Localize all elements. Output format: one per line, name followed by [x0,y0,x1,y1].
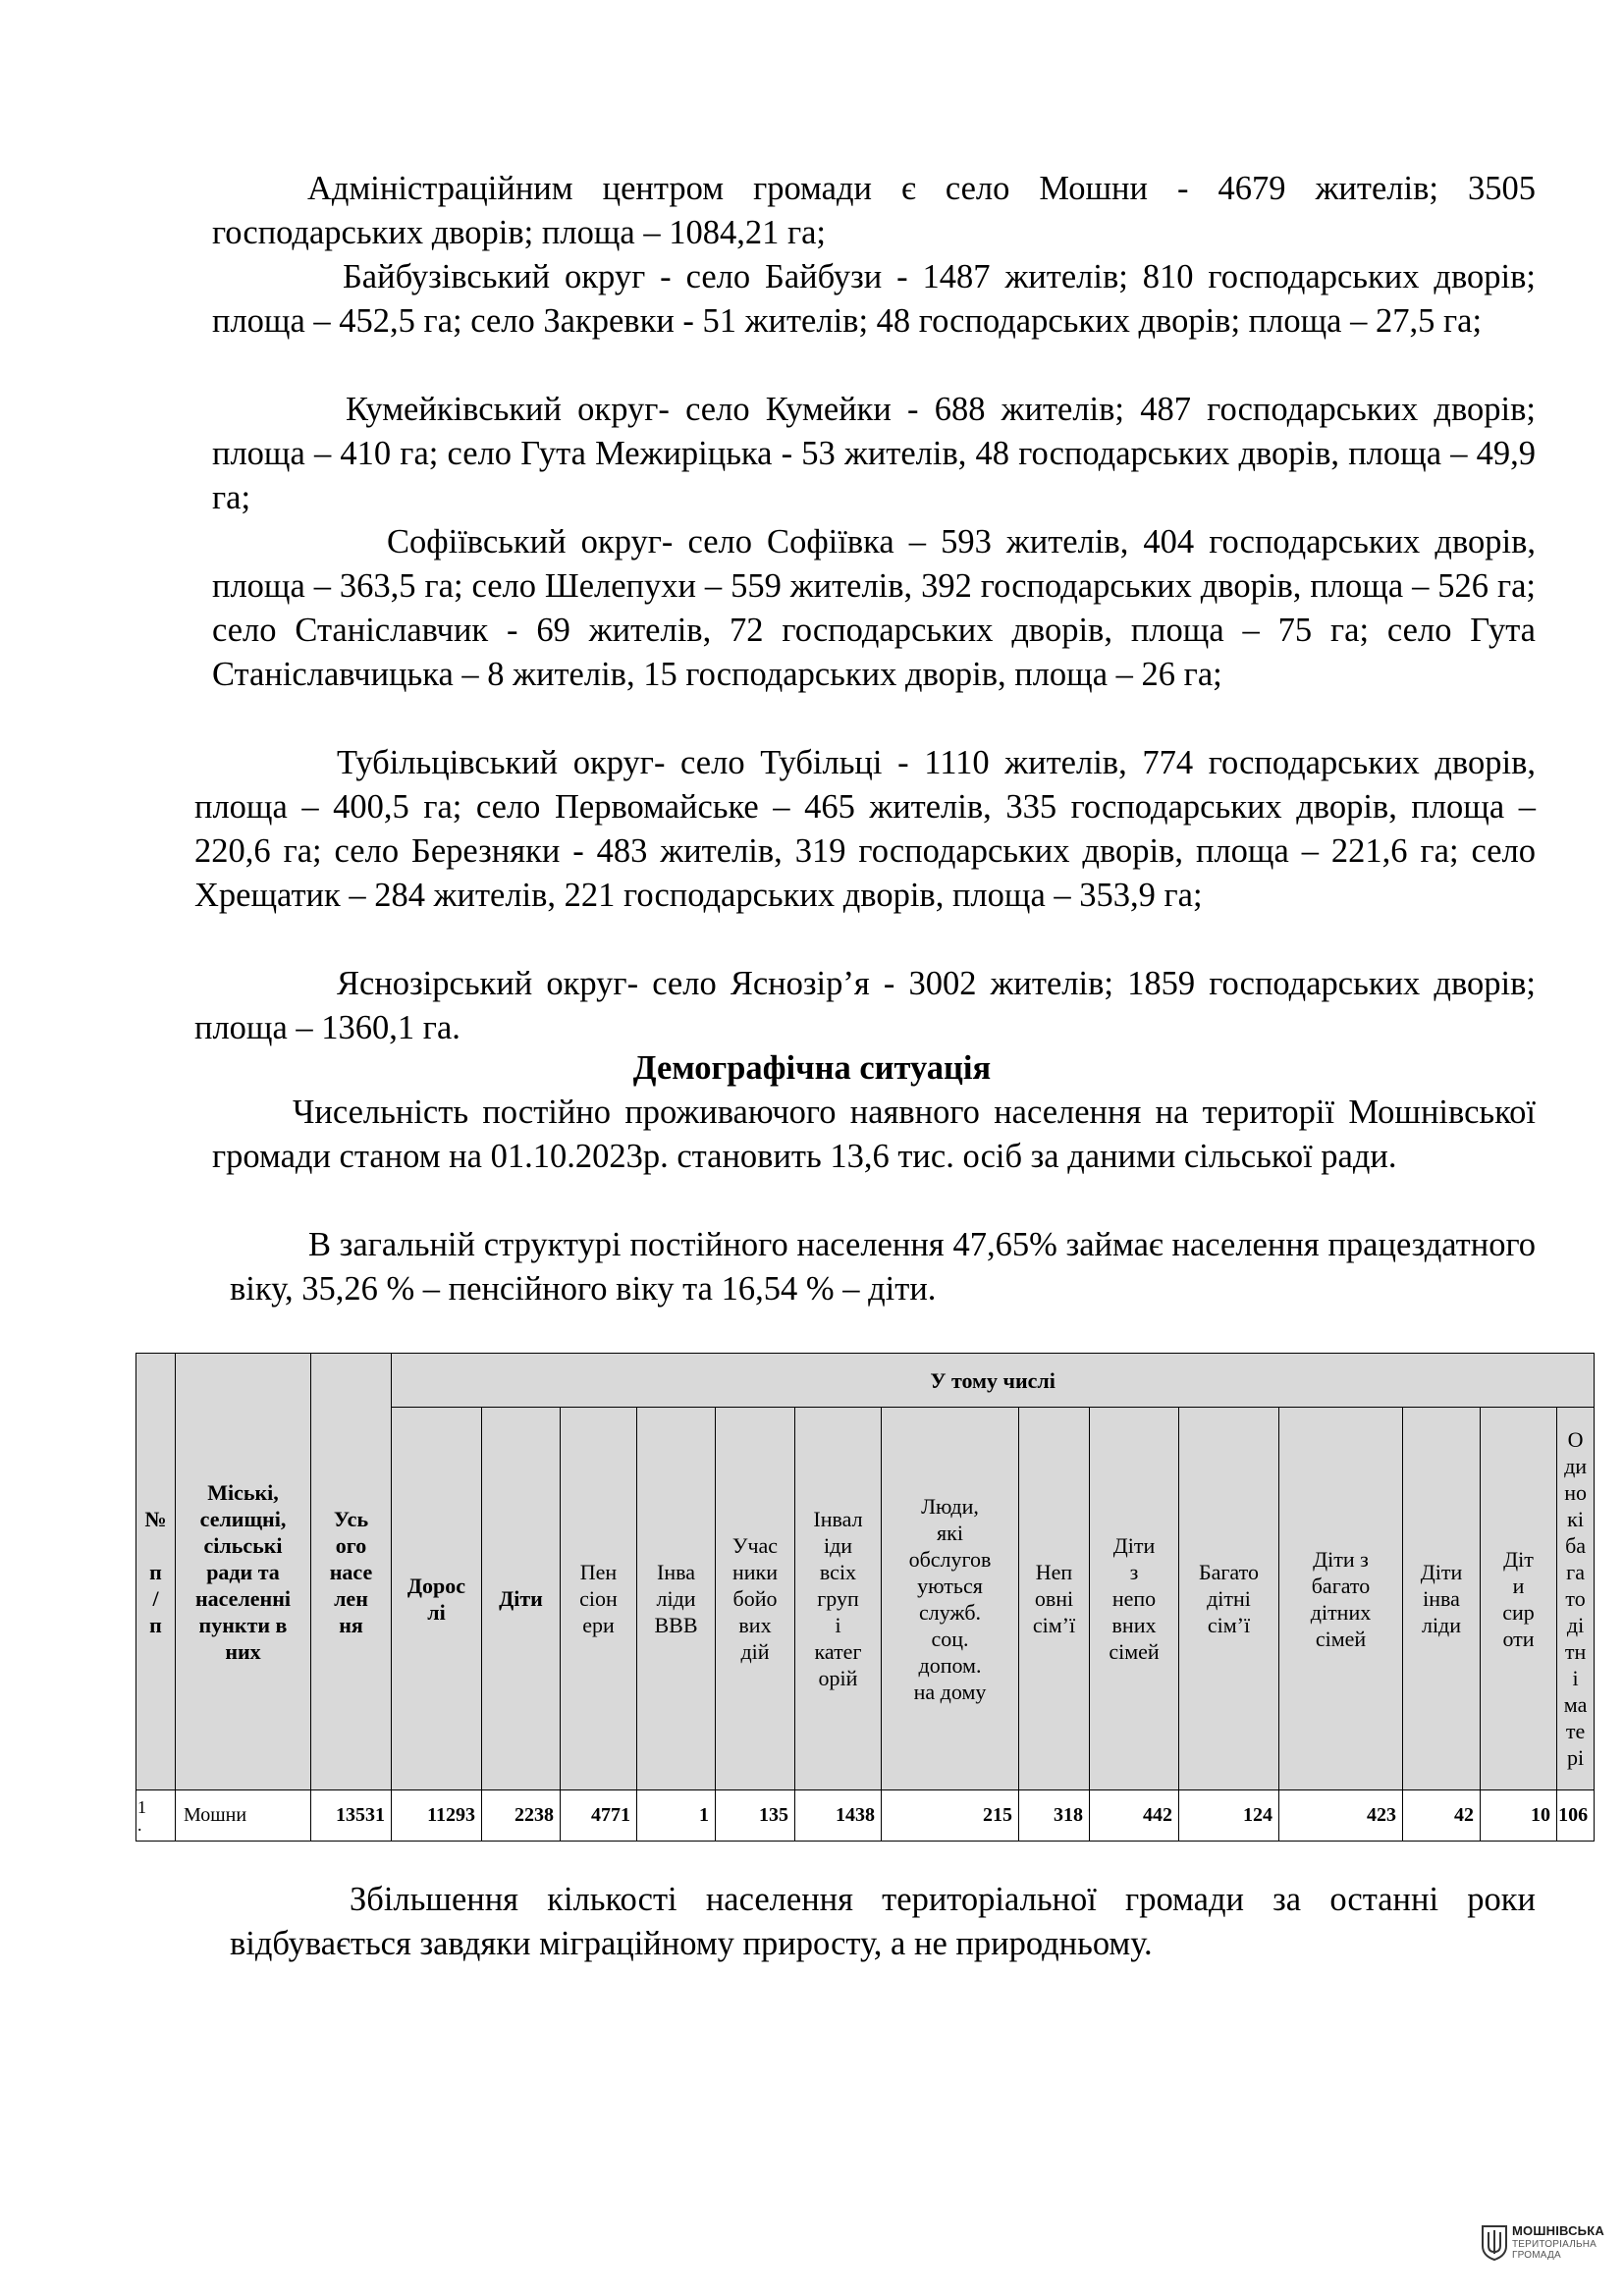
okrug-paragraph-baibuzy: Байбузівський округ - село Байбузи - 1487 жителів; 810 господарських дворів; площа – 452,5 га; село Закревки - 51 жителів; 48 господарських дворів; площа – 27,5 га; [212,258,1536,340]
header-large-families: Багато дітні сім’ї [1179,1408,1279,1790]
cell-large-families: 124 [1179,1790,1279,1842]
row-index: 1 . [136,1790,176,1842]
header-children-incomplete: Діти з непо вних сімей [1090,1408,1179,1790]
header-disabled-all: Інвал іди всіх груп і катег орій [795,1408,882,1790]
logo-subtitle-line1: ТЕРИТОРІАЛЬНА [1512,2239,1597,2250]
table-row [136,1790,1595,1842]
header-incomplete-families: Неп овні сім’ї [1019,1408,1090,1790]
header-children: Діти [482,1408,561,1790]
cell-children-large: 423 [1279,1790,1403,1842]
population-paragraph: Чисельність постійно проживаючого наявного населення на території Мошнівської громади станом на 01.10.2023р. становить 13,6 тис. осіб за даними сільської ради. [212,1094,1536,1175]
cell-combatants: 135 [716,1790,795,1842]
cell-home-care: 215 [882,1790,1019,1842]
cell-incomplete-families: 318 [1019,1790,1090,1842]
cell-disabled-all: 1438 [795,1790,882,1842]
header-including-group: У тому числі [392,1354,1595,1408]
logo-title: МОШНІВСЬКА [1512,2223,1604,2238]
okrug-paragraph-kumeiky: Кумейківський округ- село Кумейки - 688 жителів; 487 господарських дворів; площа – 410 га; село Гута Межиріцька - 53 жителів, 48 господарських дворів, площа – 49,9 га; [212,391,1536,516]
intro-paragraph: Адміністраційним центром громади є село Мошни - 4679 жителів; 3505 господарських дворів; площа – 1084,21 га; [212,170,1536,251]
cell-single-mothers: 106 [1557,1790,1595,1842]
header-war-disabled: Інва ліди ВВВ [637,1408,716,1790]
cell-children-incomplete: 442 [1090,1790,1179,1842]
demographics-table [135,1353,1595,1842]
row-total: 13531 [311,1790,392,1842]
okrug-paragraph-tubiltsi: Тубільцівський округ- село Тубільці - 1110 жителів, 774 господарських дворів, площа – 400,5 га; село Первомайське – 465 жителів, 335 господарських дворів, площа – 220,6 га; село Березняки - 483 жителів, 319 господарських дворів, площа – 221,6 га; село Хрещатик – 284 жителів, 221 господарських дворів, площа – 353,9 га; [194,744,1536,914]
header-orphans: Діт и сир оти [1481,1408,1557,1790]
community-logo [1481,2220,1618,2266]
cell-pensioners: 4771 [561,1790,637,1842]
header-single-mothers: О ди но кі ба га то ді тн і ма те рі [1557,1408,1595,1790]
logo-subtitle [1512,2239,1597,2261]
row-settlement: Мошни [176,1790,311,1842]
section-heading: Демографічна ситуація [632,1049,992,1087]
cell-children: 2238 [482,1790,561,1842]
okrug-paragraph-yasnozirya: Яснозірський округ- село Яснозір’я - 3002 жителів; 1859 господарських дворів; площа – 1360,1 га. [194,965,1536,1046]
trident-emblem-icon [1481,2222,1508,2262]
header-pensioners: Пен сіон ери [561,1408,637,1790]
header-home-care: Люди, які обслугов уються служб. соц. допом. на дому [882,1408,1019,1790]
cell-disabled-children: 42 [1403,1790,1481,1842]
structure-paragraph: В загальній структурі постійного населення 47,65% займає населення працездатного віку, 35,26 % – пенсійного віку та 16,54 % – діти. [230,1226,1536,1308]
cell-orphans: 10 [1481,1790,1557,1842]
cell-war-disabled: 1 [637,1790,716,1842]
header-total-population: Усь ого насе лен ня [311,1354,392,1790]
okrug-paragraph-sofiivka: Софіївський округ- село Софіївка – 593 жителів, 404 господарських дворів, площа – 363,5 га; село Шелепухи – 559 жителів, 392 господарських дворів, площа – 526 га; село Станіславчик - 69 жителів, 72 господарських дворів, площа – 75 га; село Гута Станіславчицька – 8 жителів, 15 господарських дворів, площа – 26 га; [212,523,1536,693]
header-number: № п / п [136,1354,176,1790]
header-settlements: Міські, селищні, сільські ради та населенні пункти в них [176,1354,311,1790]
cell-adults: 11293 [392,1790,482,1842]
logo-subtitle-line2: ГРОМАДА [1512,2250,1561,2261]
header-combatants: Учас ники бойо вих дій [716,1408,795,1790]
header-adults: Дорос лі [392,1408,482,1790]
header-children-large: Діти з багато дітних сімей [1279,1408,1403,1790]
conclusion-paragraph: Збільшення кількості населення територіальної громади за останні роки відбувається завдяки міграційному приросту, а не природньому. [230,1881,1536,1962]
header-disabled-children: Діти інва ліди [1403,1408,1481,1790]
